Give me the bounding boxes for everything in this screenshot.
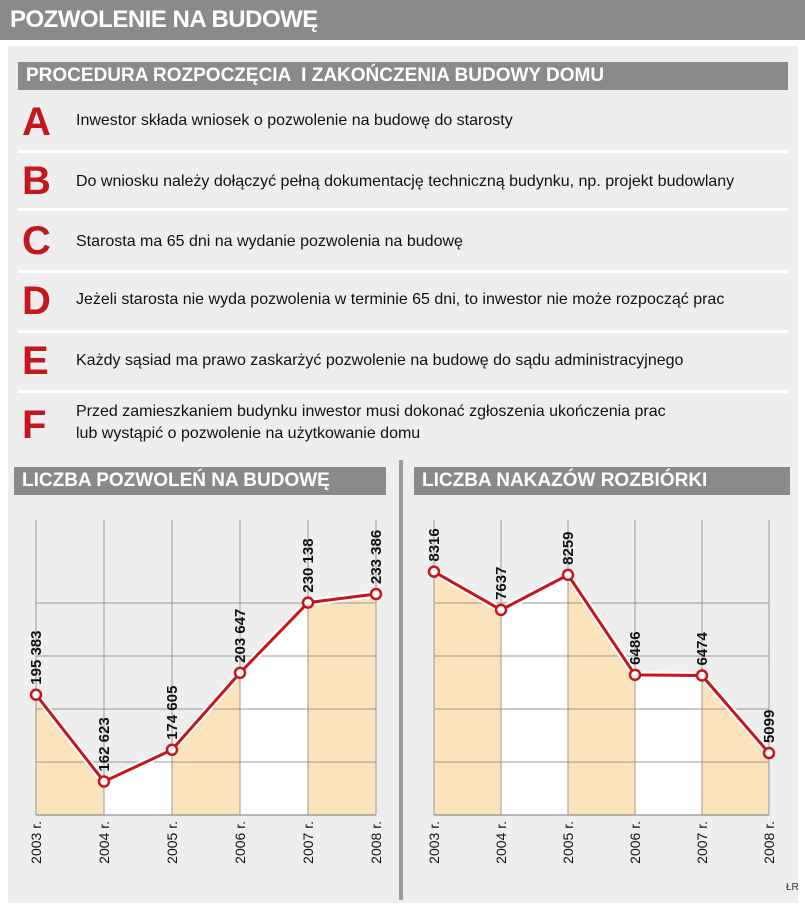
- demolition-chart: [414, 467, 790, 900]
- step-letter: C: [22, 219, 51, 263]
- data-point: [235, 668, 245, 678]
- step-d: [18, 273, 788, 329]
- data-point: [167, 745, 177, 755]
- x-tick-label: 2003 r.: [426, 821, 442, 864]
- data-label: 8259: [560, 531, 577, 565]
- data-label: 8316: [426, 528, 443, 562]
- data-label: 233 386: [368, 529, 385, 585]
- step-c: [18, 211, 788, 269]
- data-point: [630, 670, 640, 680]
- step-b: [18, 153, 788, 207]
- x-tick-label: 2008 r.: [761, 821, 777, 864]
- step-text: Starosta ma 65 dni na wydanie pozwolenia na budowę: [76, 233, 463, 250]
- data-point: [99, 777, 109, 787]
- step-text: Każdy sąsiad ma prawo zaskarżyć pozwolenie na budowę do sądu administracyjnego: [76, 352, 684, 369]
- data-label: 195 383: [28, 630, 45, 685]
- step-letter: B: [22, 159, 51, 203]
- step-letter: A: [22, 100, 51, 144]
- page-title: POZWOLENIE NA BUDOWĘ: [10, 6, 318, 33]
- procedure-title: PROCEDURA ROZPOCZĘCIA I ZAKOŃCZENIA BUDOWY DOMU: [26, 65, 605, 86]
- x-tick-label: 2008 r.: [368, 821, 384, 864]
- data-label: 174 605: [164, 685, 181, 740]
- step-letter: F: [22, 403, 47, 447]
- chart-title: LICZBA POZWOLEŃ NA BUDOWĘ: [22, 470, 330, 491]
- step-a: [18, 96, 788, 148]
- step-text-line-1: Przed zamieszkaniem budynku inwestor musi dokonać zgłoszenia ukończenia prac: [76, 403, 666, 420]
- chart-divider: [399, 460, 403, 900]
- data-point: [371, 589, 381, 599]
- x-tick-label: 2005 r.: [560, 821, 576, 864]
- credit-text: ŁR: [786, 882, 799, 893]
- demolition-chart-svg: [414, 495, 790, 900]
- data-point: [31, 690, 41, 700]
- data-label: 6486: [627, 631, 644, 665]
- step-f: [18, 393, 788, 455]
- chart-header: [14, 467, 386, 495]
- step-e: [18, 333, 788, 389]
- data-label: 5099: [761, 709, 778, 744]
- x-tick-label: 2004 r.: [493, 821, 509, 864]
- data-label: 162 623: [96, 717, 113, 772]
- x-tick-label: 2006 r.: [627, 821, 643, 864]
- step-text: Jeżeli starosta nie wyda pozwolenia w terminie 65 dni, to inwestor nie może rozpocząć prac: [76, 291, 725, 308]
- data-label: 230 138: [300, 538, 317, 593]
- data-point: [496, 605, 506, 615]
- permits-chart: [14, 467, 386, 900]
- data-point: [429, 567, 439, 577]
- data-point: [764, 748, 774, 758]
- data-point: [303, 598, 313, 608]
- area-band: [308, 594, 376, 815]
- x-tick-label: 2006 r.: [232, 821, 248, 864]
- step-letter: E: [22, 339, 49, 383]
- permits-chart-svg: [14, 495, 386, 900]
- step-text: Do wniosku należy dołączyć pełną dokumentację techniczną budynku, np. projekt budowlany: [76, 173, 735, 190]
- area-band: [501, 575, 568, 815]
- data-point: [563, 570, 573, 580]
- data-label: 6474: [694, 632, 711, 666]
- data-label: 203 647: [232, 608, 249, 663]
- data-label: 7637: [493, 566, 510, 600]
- header-bar: [0, 0, 805, 40]
- chart-title: LICZBA NAKAZÓW ROZBIÓRKI: [422, 470, 708, 491]
- step-text-line-2: lub wystąpić o pozwolenie na użytkowanie domu: [76, 425, 421, 442]
- x-tick-label: 2007 r.: [694, 821, 710, 864]
- area-band: [635, 675, 702, 815]
- procedure-header: [18, 62, 788, 90]
- x-tick-label: 2004 r.: [96, 821, 112, 864]
- x-tick-label: 2007 r.: [300, 821, 316, 864]
- x-tick-label: 2005 r.: [164, 821, 180, 864]
- data-point: [697, 671, 707, 681]
- step-text: Inwestor składa wniosek o pozwolenie na budowę do starosty: [76, 112, 513, 129]
- step-letter: D: [22, 279, 51, 323]
- x-tick-label: 2003 r.: [28, 821, 44, 864]
- chart-header: [414, 467, 790, 495]
